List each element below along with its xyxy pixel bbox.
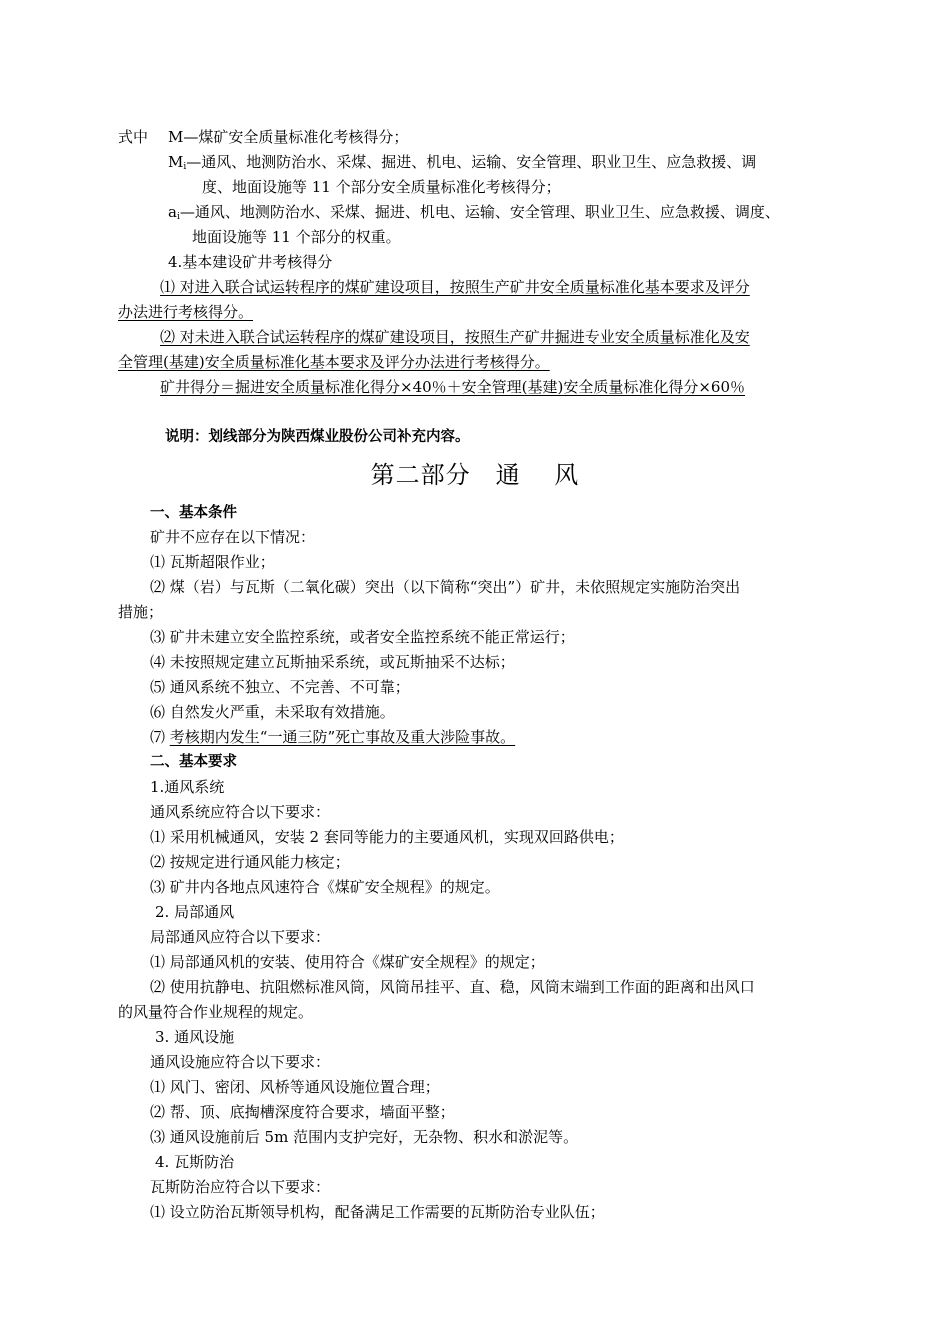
req-section4-intro: 瓦斯防治应符合以下要求： (150, 1178, 331, 1196)
req-section1-item3: ⑶ 矿井内各地点风速符合《煤矿安全规程》的规定。 (150, 878, 500, 896)
formula-m-definition: M—煤矿安全质量标准化考核得分； (168, 128, 409, 146)
condition-item-2-line1: ⑵ 煤（岩）与瓦斯（二氧化碳）突出（以下简称“突出”）矿井，未依照规定实施防治突出 (150, 578, 741, 596)
req-section2-intro: 局部通风应符合以下要求： (150, 928, 331, 946)
formula-prefix: 式中 (118, 128, 149, 146)
basic-requirements-heading: 二、基本要求 (150, 754, 237, 770)
ai-text-line1: —通风、地测防治水、采煤、掘进、机电、运输、安全管理、职业卫生、应急救援、调度、 (179, 203, 780, 221)
req-section1-item1: ⑴ 采用机械通风，安装 2 套同等能力的主要通风机，实现双回路供电； (150, 828, 624, 846)
section4-formula: 矿井得分＝掘进安全质量标准化得分×40％＋安全管理(基建)安全质量标准化得分×60％ (160, 378, 746, 396)
req-section1-item2: ⑵ 按规定进行通风能力核定； (150, 853, 350, 871)
section4-p2-line1: ⑵ 对未进入联合试运转程序的煤矿建设项目，按照生产矿井掘进专业安全质量标准化及安 (160, 328, 750, 346)
condition-item-3: ⑶ 矿井未建立安全监控系统，或者安全监控系统不能正常运行； (150, 628, 575, 646)
ai-text-line2: 地面设施等 11 个部分的权重。 (192, 228, 401, 246)
condition-item-6: ⑹ 自然发火严重，未采取有效措施。 (150, 703, 395, 721)
formula-mi-definition (168, 152, 756, 177)
section4-p1-line1: ⑴ 对进入联合试运转程序的煤矿建设项目，按照生产矿井安全质量标准化基本要求及评分 (160, 278, 750, 296)
formula-ai-definition (168, 202, 780, 227)
condition-item-7-number: ⑺ (150, 728, 170, 746)
section4-p1-line2: 办法进行考核得分。 (118, 303, 254, 321)
req-section2-item1: ⑴ 局部通风机的安装、使用符合《煤矿安全规程》的规定； (150, 953, 545, 971)
ai-symbol: a (168, 203, 177, 221)
mi-subscript: i (183, 162, 187, 172)
mi-text-line1: —通风、地测防治水、采煤、掘进、机电、运输、安全管理、职业卫生、应急救援、调 (186, 153, 757, 171)
basic-conditions-intro: 矿井不应存在以下情况： (150, 528, 316, 546)
section4-p2-line2: 全管理(基建)安全质量标准化基本要求及评分办法进行考核得分。 (118, 353, 550, 371)
req-section4-title: 4. 瓦斯防治 (155, 1153, 235, 1171)
basic-conditions-heading: 一、基本条件 (150, 505, 237, 521)
condition-item-7 (150, 727, 515, 747)
req-section2-item2-line2: 的风量符合作业规程的规定。 (118, 1003, 314, 1021)
req-section3-item3: ⑶ 通风设施前后 5m 范围内支护完好，无杂物、积水和淤泥等。 (150, 1128, 579, 1146)
req-section3-item2: ⑵ 帮、顶、底掏槽深度符合要求，墙面平整； (150, 1103, 455, 1121)
section4-heading: 4.基本建设矿井考核得分 (168, 253, 333, 271)
condition-item-5: ⑸ 通风系统不独立、不完善、不可靠； (150, 678, 410, 696)
req-section2-item2-line1: ⑵ 使用抗静电、抗阻燃标准风筒，风筒吊挂平、直、稳，风筒末端到工作面的距离和出风口 (150, 978, 755, 996)
req-section1-title: 1.通风系统 (150, 778, 225, 796)
condition-item-2-line2: 措施； (118, 603, 164, 621)
ai-subscript: i (176, 212, 180, 222)
req-section3-title: 3. 通风设施 (155, 1028, 235, 1046)
req-section1-intro: 通风系统应符合以下要求： (150, 803, 331, 821)
condition-item-7-text: 考核期内发生“一通三防”死亡事故及重大涉险事故。 (169, 728, 516, 746)
req-section3-intro: 通风设施应符合以下要求： (150, 1053, 331, 1071)
req-section4-item1: ⑴ 设立防治瓦斯领导机构，配备满足工作需要的瓦斯防治专业队伍； (150, 1203, 605, 1221)
mi-text-line2: 度、地面设施等 11 个部分安全质量标准化考核得分； (202, 178, 561, 196)
supplement-note: 说明：划线部分为陕西煤业股份公司补充内容。 (165, 429, 470, 445)
req-section2-title: 2. 局部通风 (155, 903, 235, 921)
condition-item-1: ⑴ 瓦斯超限作业； (150, 553, 275, 571)
part-title: 第二部分 通 风 (370, 461, 580, 489)
req-section3-item1: ⑴ 风门、密闭、风桥等通风设施位置合理； (150, 1078, 440, 1096)
mi-symbol: M (168, 153, 184, 171)
condition-item-4: ⑷ 未按照规定建立瓦斯抽采系统，或瓦斯抽采不达标； (150, 653, 515, 671)
